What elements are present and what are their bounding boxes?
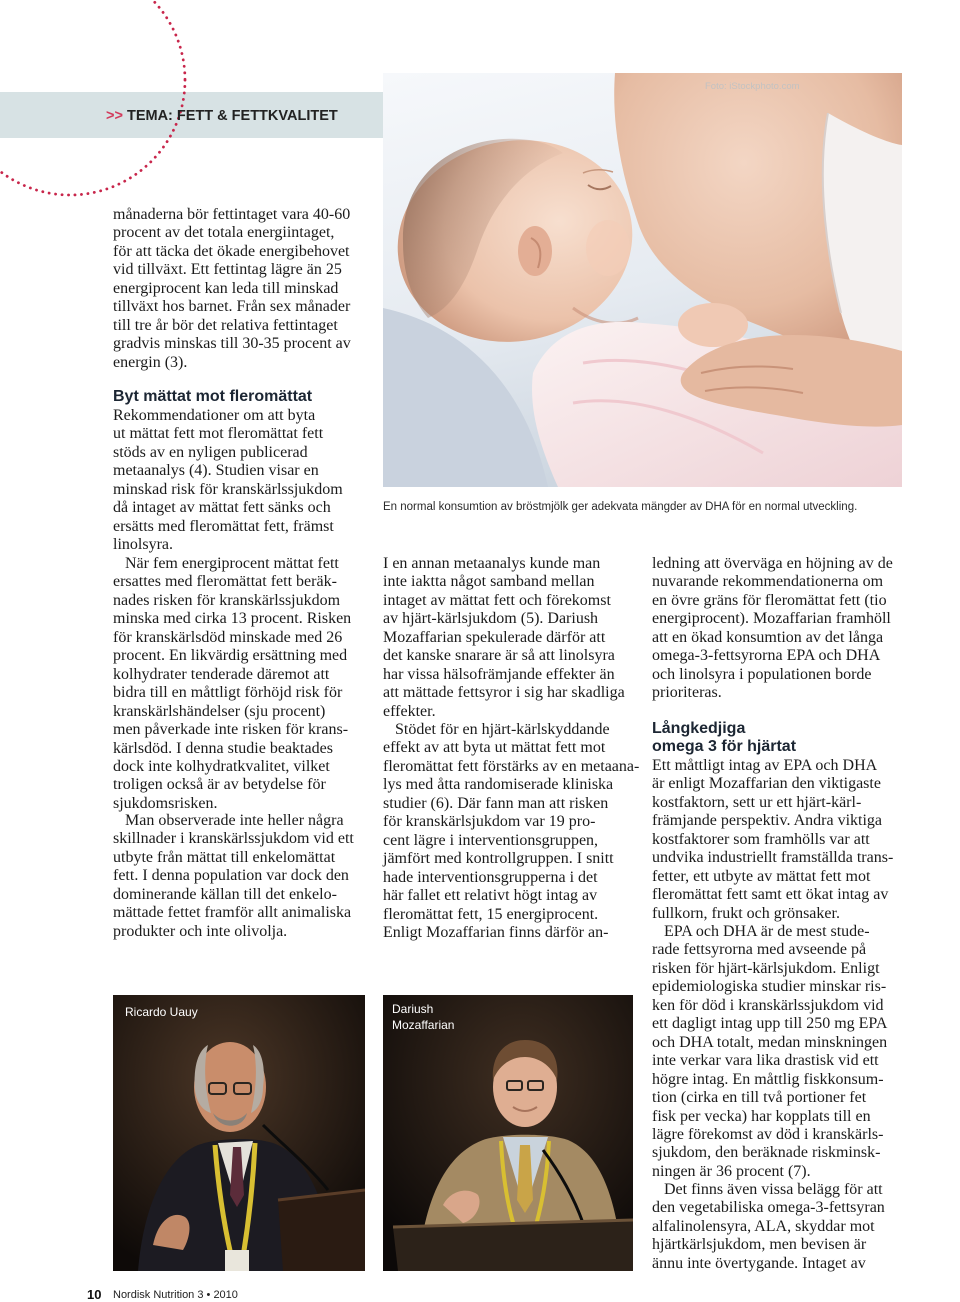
left-paragraph: Rekommendationer om att byta ut mättat fett mot fleromättat fett stöds av en nyligen publicerad metaanalys (4). Studien visar en minskad risk för kranskärlssjukdom då intaget av mättat fett sänks och ersätts med fleromättat fett, främst linolsyra. [113, 407, 343, 554]
speaker-label: Dariush Mozaffarian [392, 1002, 455, 1032]
hero-caption: En normal konsumtion av bröstmjölk ger adekvata mängder av DHA för en normal utveckling. [383, 501, 858, 513]
left-section-heading: Byt mättat mot fleromättat [113, 388, 313, 405]
left-intro-paragraph: månaderna bör fettintaget vara 40-60 procent av det totala energiintaget, för att täcka det ökade energibehovet vid tillväxt. Ett fettintag lägre än 25 energiprocent kan leda till minskad tillväxt hos barnet. Från sex månader till tre år bör det relativa fettintaget gradvis minskas till 30-35 procent av energin (3). [113, 206, 351, 371]
left-paragraph: Man observerade inte heller några skillnader i kranskärlssjukdom vid ett utbyte från mättat till enkelomättat fett. I denna population var dock den dominerande källan till det enkelo- mättade fettet framför allt animaliska produkter och inte olivolja. [113, 812, 354, 940]
theme-heading [106, 106, 338, 126]
speaker-label: Ricardo Uauy [125, 1005, 198, 1019]
right-paragraph: EPA och DHA är de mest stude- rade fettsyrorna med avseende på risken för hjärt-kärlsjukdom. Enligt epidemiologiska studier minskar ris- ken för död i kranskärlssjukdom vid ett dagligt intag upp till 250 mg EPA och DHA totalt, medan minskningen inte verkar vara lika drastisk vid ett högre intag. En måttlig fiskkonsum- tion (cirka en till två portioner fet fisk per vecka) har kopplats till en lägre förekomst av död i kranskärls- sjukdom, den beräknade riskminsk- ningen är 36 procent (7). [652, 923, 888, 1180]
theme-title: TEMA: FETT & FETTKVALITET [126, 108, 338, 124]
publication-name: Nordisk Nutrition 3 • 2010 [113, 1289, 238, 1301]
speaker-photo-uauy [113, 995, 365, 1271]
dotted-arc-decoration [0, 0, 200, 200]
photo-credit: Foto: iStockphoto.com [705, 81, 800, 92]
hero-photo [383, 73, 902, 487]
page-number: 10 [87, 1287, 102, 1302]
speaker-photo-mozaffarian [383, 995, 633, 1271]
left-paragraph: När fem energiprocent mättat fett ersattes med fleromättat fett beräk- nades risken för kranskärlssjukdom minska med cirka 13 procent. Risken för kranskärlsdöd minskade med 26 procent. En likvärdig ersättning med kolhydrater tenderade däremot att bidra till en måttligt förhöjd risk för kranskärlshändelser (sju procent) men påverkade inte risken för krans- kärlsdöd. I denna studie beaktades dock inte kolhydratkvalitet, vilket troligen också är av betydelse för sjukdomsrisken. [113, 555, 352, 812]
right-paragraph: Ett måttligt intag av EPA och DHA är enligt Mozaffarian den viktigaste kostfaktorn, sett ur ett hjärt-kärl- främjande perspektiv. Andra viktiga kostfaktorer som framhölls var att undvika industriellt framställda trans- fetter, ett utbyte av mättat fett mot fleromättat fett samt ett ökat intag av fullkorn, frukt och grönsaker. [652, 757, 894, 922]
right-paragraph: Det finns även vissa belägg för att den vegetabiliska omega-3-fettsyran alfalinolensyra, ALA, skyddar mot hjärtkärlsjukdom, men bevisen är ännu inte övertygande. Intaget av [652, 1181, 885, 1272]
right-section-heading: Långkedjiga omega 3 för hjärtat [652, 720, 797, 756]
middle-paragraph: Stödet för en hjärt-kärlskyddande effekt av att byta ut mättat fett mot fleromättat fett förstärks av en metaana- lys med åtta randomiserade kliniska studier (6). Där fann man att risken för kranskärlsjukdom var 19 pro- cent lägre i interventionsgruppen, jämfört med kontrollgruppen. I snitt hade interventionsgrupperna i det här fallet ett relativt högt intag av fleromättat fett, 15 energiprocent. Enligt Mozaffarian finns därför an- [383, 721, 640, 941]
right-intro-paragraph: ledning att överväga en höjning av de nuvarande rekommendationerna om en övre gräns för fleromättat fett (tio energiprocent). Mozaffarian framhöll att en ökad konsumtion av det långa omega-3-fettsyrorna EPA och DHA och linolsyra i populationen borde prioriteras. [652, 555, 893, 702]
theme-marker: >> [106, 108, 123, 124]
middle-paragraph: I en annan metaanalys kunde man inte iaktta något samband mellan intaget av mättat fett och förekomst av hjärt-kärlsjukdom (5). Dariush Mozaffarian spekulerade därför att det kanske snarare är så att linolsyra har vissa hälsofrämjande effekter än att mättade fettsyror i sig har skadliga effekter. [383, 555, 625, 720]
